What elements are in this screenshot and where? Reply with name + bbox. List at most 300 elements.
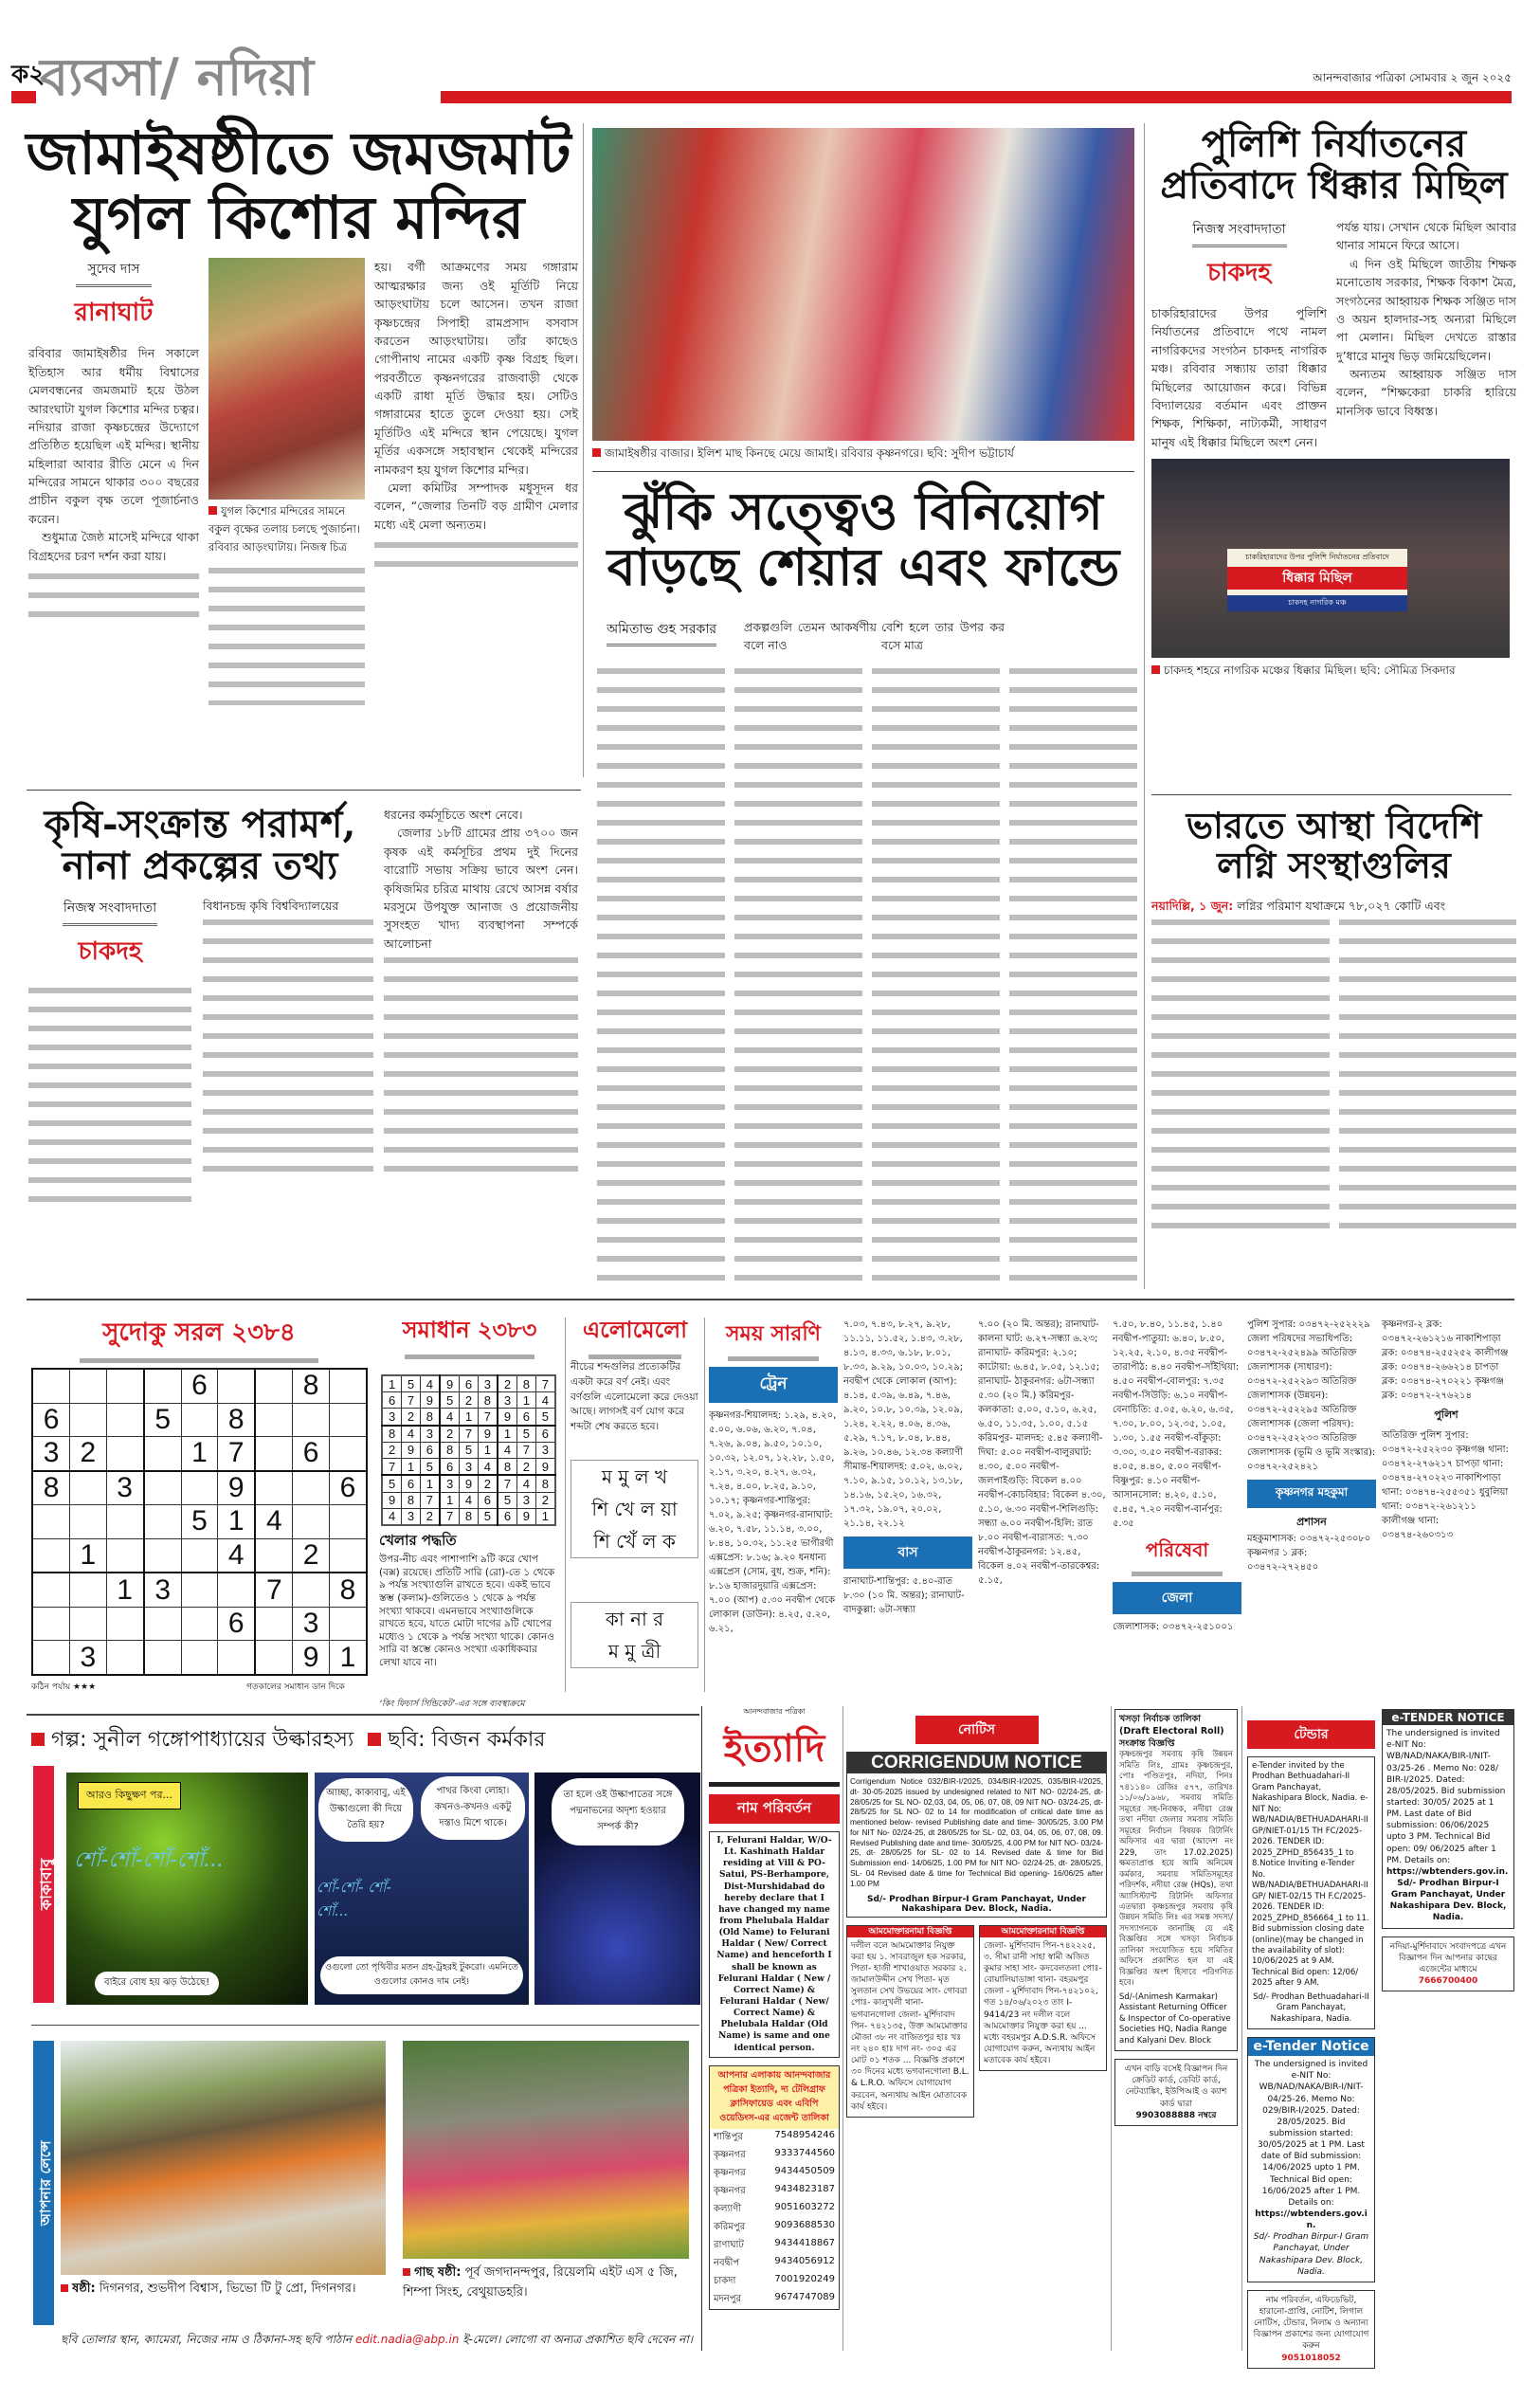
headline-line: ভারতে আস্থা বিদেশি	[1186, 804, 1482, 846]
grid-cell[interactable]: 3	[293, 1607, 329, 1641]
corrigendum-notice	[846, 1752, 1107, 1918]
timetable-title: সময় সারণি	[709, 1318, 838, 1361]
grid-cell[interactable]	[255, 1607, 293, 1641]
dateline: রানাঘাট	[74, 299, 154, 328]
grid-cell[interactable]	[329, 1369, 367, 1403]
subdivision-phones: মহকুমাশাসক: ০৩৪৭২-২৫৩০৮০ কৃষ্ণনগর ১ ব্লক: ০৩৪৭২-২৭২৪৫০	[1247, 1534, 1371, 1573]
grid-cell[interactable]	[32, 1505, 70, 1539]
grid-cell[interactable]	[218, 1641, 256, 1675]
timetable-col-3	[978, 1318, 1107, 1588]
protest-photo-caption: চাকদহ শহরে নাগরিক মঞ্চের ধিক্কার মিছিল। ছবি: সৌমিত্র সিকদার	[1151, 663, 1516, 682]
etender-text: The undersigned is invited e-NIT No: WB/NAD/NAKA/BIR-I/NIT-03/25-26 . Memo No: 028/ BIR-I/2025. Dated: 28/05/2025. Bid submission started: 30/05/ 2025 at 1 PM. Last date of Bid submission: 06/06/2025 upto 3 PM. Technical Bid open: 09/ 06/2025 after 1 PM. Details on:	[1386, 1729, 1506, 1865]
grid-cell: 6	[460, 1375, 479, 1392]
grid-cell[interactable]: 1	[106, 1573, 144, 1607]
column-divider	[842, 1706, 843, 2351]
grid-cell: 9	[382, 1492, 402, 1508]
grid-cell: 9	[460, 1475, 479, 1492]
grid-cell[interactable]	[329, 1607, 367, 1641]
grid-cell[interactable]: 4	[255, 1505, 293, 1539]
grid-cell[interactable]: 3	[32, 1437, 70, 1471]
agent-town: কৃষ্ণনগর	[714, 2149, 746, 2160]
grid-cell: 4	[517, 1475, 536, 1492]
ad-phone[interactable]: 9903088888 নম্বরে	[1135, 2110, 1217, 2120]
speech-bubble: তা হলে ওই উল্কাপাতের সঙ্গে পদ্মনাভনের অদৃশ্য হওয়ার সম্পর্ক কী?	[552, 1778, 684, 1846]
grid-cell: 8	[460, 1508, 479, 1525]
agent-row	[710, 2273, 839, 2291]
grid-cell[interactable]	[181, 1471, 217, 1505]
grid-cell[interactable]	[32, 1641, 70, 1675]
ad-phone[interactable]: 9051018052	[1281, 2353, 1341, 2363]
grid-cell[interactable]: 6	[181, 1369, 217, 1403]
etender-title: e-TENDER NOTICE	[1383, 1710, 1513, 1725]
grid-cell: 2	[382, 1442, 402, 1458]
grid-cell[interactable]	[181, 1403, 217, 1437]
grid-row	[382, 1459, 555, 1476]
agent-phone[interactable]: 7001920249	[774, 2273, 835, 2284]
grid-cell: 7	[478, 1409, 498, 1426]
etender-url[interactable]: https://wbtenders.gov.in.	[1255, 2209, 1368, 2231]
speech-bubble: ওগুলো তো পৃথিবীর মতন গ্রহ-ট্রহরই টুকরো। এমনিতে ওগুলোর কোনও দাম নেই।	[320, 1956, 523, 1994]
agent-phone[interactable]: 9093688530	[774, 2219, 835, 2230]
name-change-notice: I, Felurani Haldar, W/O- Lt. Kashinath Haldar residing at Vill & PO- Satui, PS-Berhampore, Dist-Murshidabad do hereby declare that I have changed my name from Phelubala Haldar (Old Name) to Felurani Haldar ( New/ Correct Name) and henceforth I shall be known as Felurani Haldar ( New / Correct Name) & Felurani Haldar ( New/ Correct Name) & Phelubala Haldar (Old Name) is same and one identical person.	[709, 1831, 840, 2058]
grid-cell[interactable]	[181, 1641, 217, 1675]
grid-cell: 1	[478, 1442, 498, 1458]
grid-cell: 5	[382, 1475, 402, 1492]
poa-title: আমমোক্তারনামা বিজ্ঞপ্তি	[847, 1926, 973, 1937]
grid-cell: 8	[478, 1392, 498, 1409]
headline-line: লগ্নি সংস্থাগুলির	[1217, 843, 1451, 886]
grid-cell[interactable]	[144, 1607, 182, 1641]
electoral-signature: Sd/-(Animesh Karmakar) Assistant Returning Officer & Inspector of Co-operative Societies HQ, Nadia Range and Kalyani Dev. Block	[1119, 1991, 1231, 2046]
poa-notice-1	[846, 1925, 974, 2118]
main-photo-hilsa-market	[592, 128, 1134, 441]
grid-cell: 3	[382, 1409, 402, 1426]
grid-cell[interactable]	[218, 1573, 256, 1607]
red-square-icon	[403, 2268, 410, 2276]
column-divider	[704, 1318, 705, 1692]
grid-cell[interactable]	[106, 1369, 144, 1403]
speech-bubble: আচ্ছা, কাকাবাবু, এই উল্কাগুলো কী দিয়ে তৈরি হয়?	[318, 1778, 413, 1842]
etender-signature: Sd/- Prodhan Birpur-I Gram Panchayat, Under Nakashipara Dev. Block, Nadia.	[1389, 1879, 1507, 1923]
article3	[1151, 123, 1516, 682]
grid-cell[interactable]	[293, 1403, 329, 1437]
paragraph: জেলার ১৮টি গ্রামের প্রায় ৩৭০০ জন কৃষক এই কর্মসূচির প্রথম দুই দিনের বারোটি সভায় সক্রিয় ভাবে অংশ নেন। কৃষিজমির চরিত্র মাথায় রেখে আসন্ন বর্ষার মরসুমে উপযুক্ত আনাজ ও প্রয়োজনীয় সুসংহত খাদ্য ব্যবস্থাপনা সম্পর্কে আলোচনা	[384, 826, 578, 951]
grid-cell: 3	[402, 1508, 421, 1525]
grid-cell: 3	[440, 1475, 460, 1492]
bus-header: বাস	[843, 1536, 972, 1569]
grid-cell[interactable]	[144, 1437, 182, 1471]
column-divider	[1144, 123, 1145, 1289]
jumble-word: শি খে ল য়া	[591, 1498, 678, 1520]
grid-cell: 6	[535, 1426, 555, 1443]
agent-phone[interactable]: 9434450509	[774, 2165, 835, 2176]
grid-cell: 7	[382, 1459, 402, 1476]
article2-byline: অমিতাভ গুহ সরকার	[607, 618, 716, 646]
grid-cell[interactable]: 1	[218, 1505, 256, 1539]
grid-cell: 3	[478, 1375, 498, 1392]
grid-row	[382, 1426, 555, 1443]
grid-cell: 6	[402, 1475, 421, 1492]
timetable-col-4	[1113, 1318, 1241, 1634]
grid-cell[interactable]	[32, 1538, 70, 1573]
grid-cell: 2	[498, 1375, 517, 1392]
rules-text: উপর-নীচ এবং পাশাপাশি ৯টি করে খোপ (বক্স) রয়েছে। প্রতিটি সারি (রো)-তে ১ থেকে ৯ পর্যন্ত সংখ্যাগুলি রাখতে হবে। একই ভাবে স্তম্ভ (কলাম)-গুলিতেও ১ থেকে ৯ পর্যন্ত সংখ্যা থাকবে। এমনভাবে সংখ্যাগুলিকে রাখতে হবে, যাতে মোটা দাগের ৯টি খোপের মধ্যেও ১ থেকে ৯ পর্যন্ত সংখ্যা থাকে। কোনও সারি বা স্তম্ভে কোনও সংখ্যা একাধিকবার লেখা যাবে না।	[379, 1554, 555, 1669]
grid-cell: 4	[478, 1459, 498, 1476]
grid-cell: 4	[498, 1442, 517, 1458]
grid-cell: 3	[498, 1392, 517, 1409]
agent-rows	[710, 2129, 839, 2309]
agent-town: কৃষ্ণনগর	[714, 2167, 746, 2178]
grid-cell[interactable]	[255, 1471, 293, 1505]
agent-phone[interactable]: 9434056912	[774, 2255, 835, 2266]
grid-cell: 4	[460, 1492, 479, 1508]
grid-cell: 4	[535, 1392, 555, 1409]
grid-cell[interactable]: 8	[32, 1471, 70, 1505]
grid-cell: 7	[420, 1492, 440, 1508]
page-number: ক২	[11, 61, 45, 89]
grid-cell: 6	[478, 1492, 498, 1508]
timetable-col-2	[843, 1318, 972, 1617]
grid-cell: 5	[460, 1442, 479, 1458]
text-column-filler	[734, 664, 862, 1284]
grid-cell[interactable]	[181, 1573, 217, 1607]
article4-col3	[384, 806, 578, 1180]
headline-line: নানা প্রকল্পের তথ্য	[62, 844, 338, 888]
grid-cell[interactable]	[144, 1641, 182, 1675]
ad-text: নাম পরিবর্তন, এফিডেভিট, হারানো-প্রাপ্তি, নোটিশ, লিগাল নোটিস, টেন্ডার, নিলাম ও অন্যান্য বিজ্ঞাপন প্রকাশের জন্য যোগাযোগ করুন	[1253, 2295, 1369, 2352]
reader-caption-1	[61, 2280, 392, 2300]
grid-cell[interactable]	[144, 1369, 182, 1403]
grid-cell[interactable]: 2	[70, 1437, 106, 1471]
reader-photo-tree-shashthi	[403, 2041, 689, 2259]
byline: সুদেব দাস	[76, 258, 152, 287]
grid-cell[interactable]	[70, 1471, 106, 1505]
agent-town: নবদ্বীপ	[714, 2257, 740, 2268]
grid-cell: 1	[420, 1475, 440, 1492]
grid-cell[interactable]: 7	[218, 1437, 256, 1471]
headline-line: পুলিশি নির্যাতনের	[1201, 121, 1467, 166]
grid-row	[382, 1492, 555, 1508]
grid-cell[interactable]: 7	[255, 1573, 293, 1607]
grid-row	[382, 1375, 555, 1392]
grid-cell[interactable]: 2	[293, 1538, 329, 1573]
grid-cell[interactable]: 3	[106, 1471, 144, 1505]
grid-cell[interactable]	[329, 1437, 367, 1471]
grid-cell: 1	[535, 1508, 555, 1525]
comic-caption-box: আরও কিছুক্ষণ পর...	[78, 1782, 181, 1809]
services-title: পরিষেবা	[1113, 1536, 1241, 1576]
agent-row	[710, 2255, 839, 2273]
grid-cell[interactable]	[70, 1505, 106, 1539]
grid-cell: 5	[440, 1392, 460, 1409]
article3-headline	[1151, 123, 1516, 207]
grid-cell: 9	[440, 1375, 460, 1392]
grid-cell[interactable]: 5	[181, 1505, 217, 1539]
timetable-col-5	[1247, 1318, 1376, 1574]
agent-town: শান্তিপুর	[714, 2131, 743, 2142]
grid-row	[32, 1403, 367, 1437]
grid-cell[interactable]: 4	[218, 1538, 256, 1573]
agent-phone[interactable]: 7548954246	[774, 2129, 835, 2140]
notice-header: নোটিস	[915, 1716, 1039, 1744]
grid-cell[interactable]	[255, 1403, 293, 1437]
agent-town: কল্যাণী	[714, 2203, 742, 2214]
article3-col1	[1151, 218, 1327, 451]
grid-cell[interactable]: 8	[329, 1573, 367, 1607]
bus-times-1: রানাঘাট-শান্তিপুর: ৫.৪০-রাত ৮.৩০ (১০ মি. অন্তর); রানাঘাট- বাদকুল্লা: ৬টা-সন্ধ্যা	[843, 1576, 965, 1615]
grid-row	[382, 1442, 555, 1458]
grid-cell: 1	[460, 1409, 479, 1426]
grid-cell[interactable]	[106, 1641, 144, 1675]
speech-bubble: বাইরে বোধ হয় ঝড় উঠেছে!	[95, 1972, 219, 1995]
agent-phone[interactable]: 9434418867	[774, 2237, 835, 2248]
grid-cell[interactable]: 6	[32, 1403, 70, 1437]
grid-row	[382, 1508, 555, 1525]
agent-town: রাণাঘাট	[714, 2239, 744, 2250]
grid-cell[interactable]	[255, 1369, 293, 1403]
grid-cell: 5	[535, 1409, 555, 1426]
grid-cell: 1	[517, 1392, 536, 1409]
grid-cell[interactable]	[255, 1437, 293, 1471]
caption-text: পূর্ব জগদানন্দপুর, রিয়েলমি এইট এস ৫ জি, শিম্পা সিংহ, বেথুয়াডহরি।	[403, 2265, 678, 2300]
district-magistrate-phone: জেলাশাসক: ০৩৪৭২-২৫১০০১	[1113, 1622, 1234, 1632]
poa-notice-2	[979, 1925, 1107, 2072]
headline-line: বাড়ছে শেয়ার এবং ফান্ডে	[607, 536, 1120, 598]
grid-cell[interactable]	[329, 1403, 367, 1437]
caption-label: গাছ ষষ্ঠী:	[414, 2265, 462, 2280]
grid-cell[interactable]	[70, 1573, 106, 1607]
headline-line: জামাইষষ্ঠীতে জমজমাট	[26, 118, 571, 188]
grid-cell[interactable]	[32, 1573, 70, 1607]
grid-cell: 5	[420, 1459, 440, 1476]
grid-cell[interactable]	[106, 1505, 144, 1539]
grid-cell[interactable]	[32, 1607, 70, 1641]
grid-cell[interactable]	[106, 1437, 144, 1471]
grid-cell: 2	[440, 1426, 460, 1443]
train-header: ট্রেন	[709, 1367, 838, 1403]
grid-cell: 8	[498, 1459, 517, 1476]
grid-cell[interactable]	[255, 1641, 293, 1675]
grid-cell: 6	[440, 1459, 460, 1476]
etender-url[interactable]: https://wbtenders.gov.in.	[1386, 1866, 1509, 1877]
column-divider	[565, 1318, 566, 1692]
jumble-title: এলোমেলো	[569, 1313, 701, 1359]
agent-town: মদনপুর	[714, 2293, 742, 2304]
headline-line: যুগল কিশোর মন্দির	[72, 183, 525, 253]
column-divider	[701, 1706, 702, 2351]
grid-cell: 5	[498, 1492, 517, 1508]
grid-cell: 8	[382, 1426, 402, 1443]
grid-cell[interactable]	[70, 1403, 106, 1437]
grid-cell[interactable]	[106, 1607, 144, 1641]
section-red-bar	[441, 91, 1512, 103]
comic-story-credit: গল্প: সুনীল গঙ্গোপাধ্যায়ের উল্কারহস্য	[51, 1728, 354, 1752]
classifieds-col-2	[846, 1716, 1107, 2118]
classifieds-col-5	[1382, 1709, 1514, 1991]
section-title: ব্যবসা/ নদিয়া	[40, 46, 315, 107]
agent-phone[interactable]: 9333744560	[774, 2147, 835, 2158]
submission-email-link[interactable]: edit.nadia@abp.in	[354, 2333, 460, 2346]
grid-cell[interactable]: 3	[144, 1573, 182, 1607]
corrigendum-signature: Sd/- Prodhan Birpur-I Gram Panchayat, Under Nakashipara Dev. Block, Nadia.	[867, 1894, 1086, 1914]
paragraph	[1151, 897, 1516, 915]
grid-cell[interactable]: 1	[181, 1437, 217, 1471]
agent-town: চাকদা	[714, 2275, 736, 2286]
grid-cell[interactable]	[329, 1538, 367, 1573]
grid-cell[interactable]: 6	[293, 1437, 329, 1471]
agent-phone[interactable]: 9674747089	[774, 2291, 835, 2302]
text-column-filler	[1009, 664, 1137, 1284]
article4-col2	[203, 897, 373, 1210]
jumble-word: ম মু ল খ	[601, 1465, 668, 1488]
section-red-bar-left	[11, 91, 36, 103]
grid-row	[32, 1437, 367, 1471]
grid-cell[interactable]	[106, 1403, 144, 1437]
grid-cell: 7	[460, 1426, 479, 1443]
small-ad-online	[1114, 2059, 1238, 2126]
grid-cell[interactable]: 8	[218, 1403, 256, 1437]
text-column-filler	[203, 915, 373, 1180]
grid-cell[interactable]	[144, 1538, 182, 1573]
grid-cell: 9	[402, 1442, 421, 1458]
grid-cell[interactable]	[293, 1505, 329, 1539]
agent-phone[interactable]: 9051603272	[774, 2201, 835, 2212]
grid-cell: 4	[420, 1375, 440, 1392]
grid-cell: 4	[382, 1508, 402, 1525]
jumble-instructions: নীচের শব্দগুলির প্রত্যেকটির একটা করে বর্ণ নেই। এবং বর্ণগুলি এলোমেলো করে দেওয়া আছে। লাগসই বর্ণ যোগ করে শব্দটা শেষ করতে হবে।	[571, 1361, 698, 1432]
grid-cell[interactable]: 6	[218, 1607, 256, 1641]
agent-phone[interactable]: 9434823187	[774, 2183, 835, 2194]
poa-text: দলীল বলে আমমোক্তার নিযুক্ত করা হয় ১. সাবরাজুল হক সরকার, পিতা- হাজী শাখাওয়াত সরকার ২. জামালউদ্দীন সেখ পিতা- মৃত সুলতান সেখ উভয়ের সাং- গোবরা পোঃ- কালুখলী থানা- ভগবানগোলা জেলা- মুর্শিদাবাদ পিন- ৭৪২১৩৫, উক্ত আমমোক্তার মৌজা ৩৮ নং বাজিতপুর হাঃ খঃ নং ২৪০ হাঃ দাগ নং- ৩০৫ এর মোট ০১ শতক ... বিজ্ঞপ্তি প্রকাশে ৩০ দিনের মধ্যে ভগবানগোলা B.L. & L.R.O. অফিসে যোগাযোগ করবেন, অন্যথায় আইন মোতাবেক কার্য হইবে।	[851, 1940, 969, 2112]
paragraph: বেশি হলে তার উপর কর বসে মাত্র	[881, 620, 1005, 653]
grid-cell[interactable]	[181, 1607, 217, 1641]
grid-cell[interactable]	[106, 1538, 144, 1573]
district-phones: পুলিশ সুপার: ০৩৪৭২-২৫২২২৯ জেলা পরিষদের সভাধিপতি: ০৩৪৭২-২৫২৪৯৯ অতিরিক্ত জেলাশাসক (সাধারণ): ০৩৪৭২-২৫২২৯৩ অতিরিক্ত জেলাশাসক (উন্নয়ন): ০৩৪৭২-২৫২২৯৫ অতিরিক্ত জেলাশাসক (জেলা পরিষদ): ০৩৪৭২-২৫২২৩৩ অতিরিক্ত জেলাশাসক (ভূমি ও ভূমি সংস্কার): ০৩৪৭২-২৫২৪২১	[1247, 1319, 1376, 1472]
byline: নিজস্ব সংবাদদাতা	[63, 897, 157, 926]
comic-credits	[31, 1723, 545, 1758]
small-ad-agents	[1382, 1937, 1514, 1992]
headline-line: প্রতিবাদে ধিক্কার মিছিল	[1160, 163, 1508, 208]
text-column-filler	[374, 537, 578, 575]
grid-cell[interactable]	[144, 1471, 182, 1505]
headline-line: কৃষি-সংক্রান্ত পরামর্শ,	[44, 802, 356, 846]
divider	[1151, 794, 1512, 795]
article1-col2	[208, 258, 365, 705]
divider	[27, 790, 581, 791]
reader-submission-footer	[61, 2332, 696, 2351]
paragraph: প্রকল্পগুলি তেমন আকর্ষণীয় বলে নাও	[744, 620, 877, 653]
grid-cell[interactable]: 5	[144, 1403, 182, 1437]
column-divider	[583, 123, 584, 777]
grid-cell[interactable]	[32, 1369, 70, 1403]
police-label: পুলিশ	[1434, 1409, 1458, 1421]
readers-side-label: আপনার লেন্সে	[33, 2041, 54, 2325]
main-photo-caption: জামাইষষ্ঠীর বাজার। ইলিশ মাছ কিনছে মেয়ে জামাই। রবিবার কৃষ্ণনগরে। ছবি: সুদীপ ভট্টাচার্য	[592, 445, 1134, 464]
grid-cell: 3	[517, 1492, 536, 1508]
agent-row	[710, 2237, 839, 2255]
grid-cell: 1	[498, 1426, 517, 1443]
grid-cell[interactable]	[329, 1505, 367, 1539]
admin-label: প্রশাসন	[1296, 1516, 1327, 1528]
etender-signature: Sd/- Prodhan Birpur-I Gram Panchayat, Under Nakashipara Dev. Block, Nadia.	[1253, 2232, 1369, 2277]
agent-row	[710, 2129, 839, 2147]
speech-bubble: পাথর কিংবা লোহা। কখনও-কখনও একটু দস্তাও মিশে থাকে।	[421, 1776, 525, 1840]
grid-cell: 1	[402, 1459, 421, 1476]
timetable-col-6	[1382, 1318, 1511, 1542]
text-column-filler	[28, 569, 199, 626]
grid-cell[interactable]	[293, 1471, 329, 1505]
paragraph: পর্যন্ত যায়। সেখান থেকে মিছিল আবার থানার সামনে ফিরে আসে।	[1336, 220, 1516, 253]
grid-cell: 5	[402, 1375, 421, 1392]
grid-cell[interactable]: 8	[293, 1369, 329, 1403]
subdivision-header: কৃষ্ণনগর মহকুমা	[1247, 1480, 1376, 1508]
grid-cell[interactable]: 1	[70, 1538, 106, 1573]
grid-row	[382, 1392, 555, 1409]
grid-cell[interactable]: 3	[70, 1641, 106, 1675]
sudoku-difficulty: কঠিন পর্যায় ★★★	[31, 1682, 97, 1692]
article4	[24, 804, 376, 1210]
grid-cell: 4	[402, 1426, 421, 1443]
paragraph: শুধুমাত্র জৈষ্ঠ মাসেই মন্দিরে থাকা বিগ্রহদের চরণ দর্শন করা যায়।	[28, 530, 199, 563]
grid-cell: 7	[440, 1508, 460, 1525]
grid-cell[interactable]	[144, 1505, 182, 1539]
grid-row	[32, 1538, 367, 1573]
grid-cell[interactable]	[218, 1369, 256, 1403]
grid-cell: 6	[517, 1409, 536, 1426]
reader-photo-shashthi	[61, 2041, 386, 2275]
tender-text: e-Tender invited by the Prodhan Bethuadahari-II Gram Panchayat, Nakashipara Block, Nadia. e-NIT No: WB/NADIA/BETHUADAHARI-II GP/NIET-01/15 TH FC/2025-2026. TENDER ID: 2025_ZPHD_856435_1 to 8.Notice Inviting e-Tender No. WB/NADIA/BETHUADAHARI-II GP/ NIET-02/15 TH F.C/2025-2026. TENDER ID: 2025_ZPHD_856664_1 to 11. Bid submission closing date (online)(may be changed in the availability of slot): 10/06/2025 at 9 AM. Technical Bid open: 12/06/ 2025 after 9 AM.	[1252, 1761, 1369, 1989]
bus-times-3: ৭.৫০, ৮.৪০, ১১.৪৫, ১.৪০ নবদ্বীপ-পাতুয়া: ৬.৪০, ৮.৫০, ১২.২৫, ২.১০, ৪.৩৫ নবদ্বীপ-তারাপীঠ: ৪.৪০ নবদ্বীপ-সাঁইথিয়া: ৪.৫০ নবদ্বীপ-বোলপুর: ৭.৩৫ নবদ্বীপ-সিউড়ি: ৬.১০ নবদ্বীপ-বেনাচিতি: ৫.০৫, ৬.২০, ৬.৩৫, ৭.৩০, ৮.০০, ১২.৩৫, ১.০৫, ১.৩০, ১.৫৫ নবদ্বীপ-বাঁকুড়া: ৩.৩০, ৩.৫০ নবদ্বীপ-বরাকর: ৪.০৫, ৪.৪০, ৫.০০ নবদ্বীপ-বিষ্ণুপুর: ৪.১০ নবদ্বীপ-আসানসোল: ৪.২০, ৫.১০, ৫.৪৫, ৭.২০ নবদ্বীপ-বার্নপুর: ৫.৩৫	[1113, 1319, 1240, 1529]
district-header: জেলা	[1113, 1582, 1241, 1614]
logo-small-text: আনন্দবাজার পত্রিকা	[743, 1707, 806, 1716]
grid-cell[interactable]: 9	[218, 1471, 256, 1505]
banner-text: চাকদহ নাগরিক মঞ্চ	[1227, 595, 1407, 611]
grid-cell[interactable]	[70, 1607, 106, 1641]
headline-line: ঝুঁকি সত্ত্বেও বিনিয়োগ	[624, 481, 1103, 541]
grid-cell: 8	[440, 1442, 460, 1458]
article4-col1	[28, 897, 191, 1210]
paragraph-text: লগ্নির পরিমাণ যথাক্রমে ৭৮,০২৭ কোটি এবং	[1237, 898, 1446, 913]
grid-cell: 8	[517, 1375, 536, 1392]
banner-text: চাকরিহারাদের উপর পুলিশি নির্যাতনের প্রতিবাদে	[1245, 553, 1389, 561]
dateline: নয়াদিল্লি, ১ জুন:	[1151, 898, 1234, 913]
grid-cell[interactable]	[255, 1538, 293, 1573]
text-column-filler	[597, 664, 725, 1284]
grid-cell[interactable]	[293, 1573, 329, 1607]
grid-row	[32, 1607, 367, 1641]
corrigendum-title: CORRIGENDUM NOTICE	[847, 1753, 1106, 1773]
police-phones: অতিরিক্ত পুলিশ সুপার: ০৩৪৭২-২৫২২৩০ কৃষ্ণগঞ্জ থানা: ০৩৪৭২-২৭৬২১৭ চাপড়া থানা: ০৩৪৭৪-২৭০২২৩ নাকাশিপাড়া থানা: ০৩৪৭৪-২৫৫৩৫১ ধুবুলিয়া থানা: ০৩৪৭২-২৬১২১১ কালীগঞ্জ থানা: ০৩৪৭৪-২৬০৩১৩	[1382, 1430, 1509, 1540]
column-divider	[1111, 1706, 1112, 2351]
grid-cell[interactable]	[181, 1538, 217, 1573]
grid-cell: 6	[498, 1508, 517, 1525]
grid-row	[32, 1505, 367, 1539]
comic-side-label: কাকাবাবু	[33, 1766, 54, 2003]
article3-col2	[1336, 218, 1516, 451]
grid-cell[interactable]: 9	[293, 1641, 329, 1675]
grid-cell[interactable]: 1	[329, 1641, 367, 1675]
paragraph: বিধানচন্দ্র কৃষি বিশ্ববিদ্যালয়ের	[203, 899, 339, 913]
grid-cell[interactable]	[70, 1369, 106, 1403]
red-square-icon	[368, 1733, 381, 1746]
agent-town: কৃষ্ণনগর	[714, 2185, 746, 2196]
grid-cell: 7	[517, 1442, 536, 1458]
temple-photo-caption: যুগল কিশোর মন্দিরের সামনে বকুল বৃক্ষের তলায় চলছে পুজার্চনা। রবিবার আড়ংঘাটায়। নিজস্ব চিত্র	[208, 503, 365, 557]
grid-cell: 6	[382, 1392, 402, 1409]
dateline: চাকদহ	[78, 937, 142, 966]
ad-phone[interactable]: 7666700400	[1418, 1976, 1478, 1986]
grid-cell[interactable]: 6	[329, 1471, 367, 1505]
